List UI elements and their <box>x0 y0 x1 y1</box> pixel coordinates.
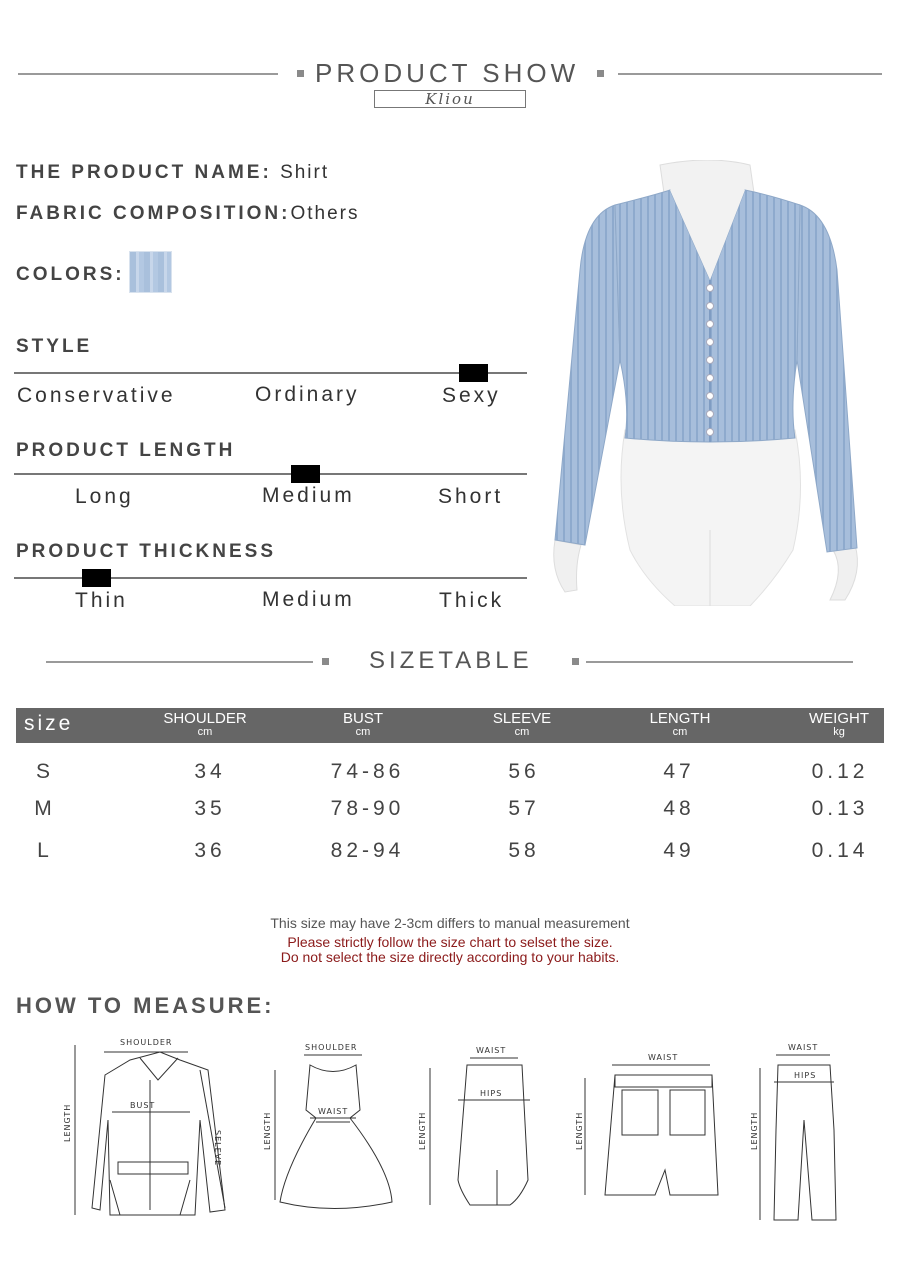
sizetable-bullet-right <box>572 658 579 665</box>
how-to-measure-heading: HOW TO MEASURE: <box>16 993 275 1018</box>
skirt-length-label: LENGTH <box>418 1111 427 1150</box>
column-shoulder-unit: cm <box>197 726 213 738</box>
sizetable-title: SIZETABLE <box>369 647 533 674</box>
page-title: PRODUCT SHOW <box>315 58 580 88</box>
sizetable-rule-right <box>586 661 853 663</box>
color-swatch-blue[interactable] <box>129 251 172 293</box>
column-length <box>625 711 735 739</box>
row-m-bust: 78-90 <box>330 797 405 820</box>
length-marker <box>291 465 320 483</box>
jacket-diagram <box>75 1045 225 1215</box>
column-shoulder-name: SHOULDER <box>163 710 247 727</box>
row-s-bust: 74-86 <box>330 760 405 783</box>
row-l-size: L <box>37 839 53 862</box>
pants-waist-label: WAIST <box>788 1043 819 1052</box>
thickness-label-thick: Thick <box>439 589 505 612</box>
size-column-header: size <box>24 712 74 735</box>
header-rule-left <box>18 73 278 75</box>
column-bust-name: BUST <box>342 710 383 727</box>
style-marker <box>459 364 488 382</box>
size-warning-line1: Please strictly follow the size chart to selset the size. <box>287 934 613 950</box>
measure-diagrams <box>0 1030 900 1230</box>
column-length-name: LENGTH <box>649 710 711 727</box>
row-l-length: 49 <box>663 839 695 862</box>
column-sleeve-unit: cm <box>514 726 530 738</box>
row-l-bust: 82-94 <box>330 839 405 862</box>
jacket-sleeve-label: SELEVE <box>213 1130 222 1167</box>
colors-label: COLORS: <box>16 264 125 285</box>
column-weight <box>784 711 894 739</box>
pants-hips-label: HIPS <box>794 1071 817 1080</box>
row-s-sleeve: 56 <box>508 760 540 783</box>
length-label-medium: Medium <box>262 484 355 507</box>
shorts-length-label: LENGTH <box>575 1111 584 1150</box>
product-name-value: Shirt <box>280 162 330 183</box>
header-bullet-left <box>297 70 304 77</box>
thickness-heading: PRODUCT THICKNESS <box>16 541 277 562</box>
dress-waist-label: WAIST <box>318 1107 349 1116</box>
row-s-length: 47 <box>663 760 695 783</box>
length-label-long: Long <box>75 485 134 508</box>
thickness-label-thin: Thin <box>75 589 128 612</box>
fabric-row <box>16 203 359 225</box>
dress-shoulder-label: SHOULDER <box>305 1043 358 1052</box>
product-photo <box>545 160 875 606</box>
style-scale-line <box>14 372 527 374</box>
column-weight-name: WEIGHT <box>809 710 869 727</box>
length-scale-line <box>14 473 527 475</box>
column-bust-unit: cm <box>355 726 371 738</box>
row-s-shoulder: 34 <box>194 760 226 783</box>
row-s-weight: 0.12 <box>811 760 869 783</box>
size-table-header <box>16 708 884 743</box>
column-sleeve <box>467 711 577 739</box>
thickness-marker <box>82 569 111 587</box>
size-warning <box>0 935 900 965</box>
thickness-label-medium: Medium <box>262 588 355 611</box>
column-sleeve-name: SLEEVE <box>492 710 552 727</box>
skirt-diagram <box>430 1058 530 1205</box>
skirt-waist-label: WAIST <box>476 1046 507 1055</box>
shorts-waist-label: WAIST <box>648 1053 679 1062</box>
style-label-conservative: Conservative <box>17 384 176 407</box>
fabric-label: FABRIC COMPOSITION: <box>16 203 291 224</box>
length-label-short: Short <box>438 485 504 508</box>
length-heading: PRODUCT LENGTH <box>16 440 236 461</box>
dress-diagram <box>275 1055 392 1209</box>
jacket-shoulder-label: SHOULDER <box>120 1038 173 1047</box>
row-m-shoulder: 35 <box>194 797 226 820</box>
colors-row <box>16 264 125 286</box>
product-name-label: THE PRODUCT NAME: <box>16 162 272 183</box>
column-shoulder <box>150 711 260 739</box>
fabric-value: Others <box>290 203 360 224</box>
column-length-unit: cm <box>672 726 688 738</box>
style-heading: STYLE <box>16 336 93 357</box>
sizetable-rule-left <box>46 661 313 663</box>
header-bullet-right <box>597 70 604 77</box>
row-l-sleeve: 58 <box>508 839 540 862</box>
row-m-weight: 0.13 <box>811 797 869 820</box>
style-label-sexy: Sexy <box>442 384 501 407</box>
measurement-note: This size may have 2-3cm differs to manual measurement <box>270 915 630 931</box>
size-warning-line2: Do not select the size directly according to your habits. <box>280 949 620 965</box>
pants-length-label: LENGTH <box>750 1111 759 1150</box>
sizetable-bullet-left <box>322 658 329 665</box>
row-m-length: 48 <box>663 797 695 820</box>
dress-length-label: LENGTH <box>263 1111 272 1150</box>
header-rule-right <box>618 73 882 75</box>
row-m-sleeve: 57 <box>508 797 540 820</box>
jacket-bust-label: BUST <box>130 1101 156 1110</box>
brand-name: Kliou <box>374 90 526 108</box>
product-name-row <box>16 162 329 184</box>
style-label-ordinary: Ordinary <box>255 383 360 406</box>
jacket-length-label: LENGTH <box>63 1103 72 1142</box>
column-bust <box>308 711 418 739</box>
row-l-shoulder: 36 <box>194 839 226 862</box>
shorts-diagram <box>585 1065 718 1195</box>
row-l-weight: 0.14 <box>811 839 869 862</box>
row-m-size: M <box>34 797 56 820</box>
row-s-size: S <box>35 760 54 783</box>
column-weight-unit: kg <box>833 726 845 738</box>
skirt-hips-label: HIPS <box>480 1089 503 1098</box>
